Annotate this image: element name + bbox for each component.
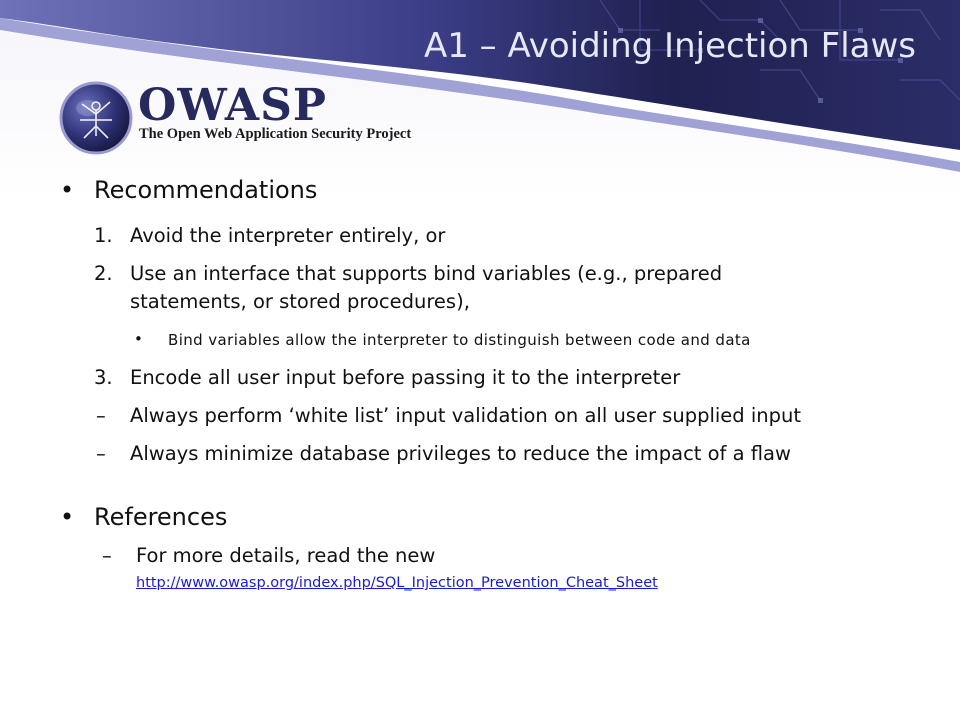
sub-list-item: Bind variables allow the interpreter to distinguish between code and data <box>168 331 751 349</box>
list-item-continuation: statements, or stored procedures), <box>130 290 470 313</box>
sub-bullet-marker: • <box>134 330 144 348</box>
logo-tagline: The Open Web Application Security Project <box>139 126 412 142</box>
references-heading: References <box>94 503 228 531</box>
list-item: Use an interface that supports bind variables (e.g., prepared <box>130 262 723 285</box>
list-marker: 3. <box>94 366 113 389</box>
bullet-marker: • <box>60 503 75 531</box>
logo-wordmark: OWASP <box>138 80 327 131</box>
dash-marker: – <box>102 544 112 567</box>
list-marker: 1. <box>94 224 113 247</box>
dash-marker: – <box>96 442 106 465</box>
reference-link[interactable]: http://www.owasp.org/index.php/SQL_Injection_Prevention_Cheat_Sheet <box>136 575 658 591</box>
reference-text: For more details, read the new <box>136 544 436 567</box>
dash-marker: – <box>96 404 106 427</box>
slide-title: A1 – Avoiding Injection Flaws <box>423 26 916 66</box>
list-marker: 2. <box>94 262 113 285</box>
bullet-marker: • <box>60 176 75 204</box>
list-item: Avoid the interpreter entirely, or <box>130 224 446 247</box>
list-item: Encode all user input before passing it to the interpreter <box>130 366 681 389</box>
list-item: Always perform ‘white list’ input validation on all user supplied input <box>130 404 802 427</box>
recommendations-heading: Recommendations <box>94 176 318 204</box>
list-item: Always minimize database privileges to reduce the impact of a flaw <box>130 442 791 465</box>
